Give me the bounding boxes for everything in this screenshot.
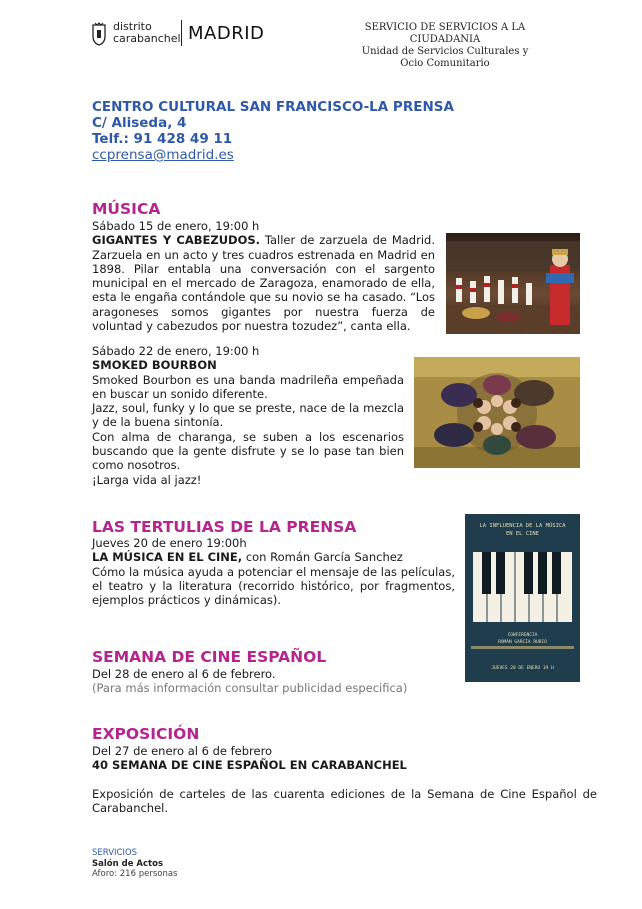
service-header [330,22,560,70]
event-dates: Del 28 de enero al 6 de febrero. [92,667,276,681]
footer-services [92,848,177,880]
band-photo [414,357,580,468]
logo-district [113,21,181,45]
section-heading-tertulias: LAS TERTULIAS DE LA PRENSA [92,518,357,536]
center-phone: Telf.: 91 428 49 11 [92,131,233,147]
event-smoked-bourbon [92,344,404,487]
logo-city: MADRID [188,23,265,44]
logo-line-carabanchel: carabanchel [113,32,181,45]
event-date: Jueves 20 de enero 19:00h [92,536,247,550]
poster-subtitle [465,632,580,646]
event-body: Zarzuela en un acto y tres cuadros estrenada en Madrid en 1898. Pilar entabla una conversación con el sargento municipal en el mercado de Zaragoza, enamorado de ella, esta le engaña contándole que su novio se ha casado. “Los aragoneses somos gigantes por nuestra fuerza de voluntad y cabezudos por nuestra tozudez”, canta ella. [92,247,435,334]
event-semana-cine [92,667,492,696]
madrid-crest-icon [92,22,106,46]
event-speaker: con Román García Sanchez [242,550,403,565]
poster-title [465,522,580,538]
event-date: Sábado 15 de enero, 19:00 h [92,219,260,233]
poster-title-line-1: LA INFLUENCIA DE LA MÚSICA [479,523,566,529]
service-line-3: Ocio Comunitario [400,58,490,69]
event-title: SMOKED BOURBON [92,358,217,373]
event-paragraph: Con alma de charanga, se suben a los escenarios buscando que la gente disfrute y se lo pase tan bien como nosotros. [92,429,404,473]
footer-capacity: Aforo: 216 personas [92,869,178,879]
center-email-link[interactable]: ccprensa@madrid.es [92,147,234,163]
zarzuela-photo [446,233,580,334]
event-dates: Del 27 de enero al 6 de febrero [92,744,273,758]
section-heading-musica: MÚSICA [92,200,161,218]
service-line-1: SERVICIO DE SERVICIOS A LA CIUDADANIA [364,22,526,45]
poster-subtitle-line-1: CONFERENCIA [507,633,538,638]
event-gigantes [92,219,435,333]
footer-services-label: SERVICIOS [92,848,138,858]
event-description [92,233,435,333]
poster-subtitle-line-2: ROMÁN GARCÍA RUBIO [498,640,547,645]
footer-venue: Salón de Actos [92,858,164,869]
logo-line-distrito: distrito [113,20,152,33]
center-info [92,99,454,163]
event-title: 40 SEMANA DE CINE ESPAÑOL EN CARABANCHEL [92,758,407,773]
event-exposicion [92,744,597,815]
section-heading-exposicion: EXPOSICIÓN [92,725,200,743]
center-address: C/ Aliseda, 4 [92,115,187,131]
event-note: (Para más información consultar publicidad especifica) [92,681,408,696]
event-subtitle: Taller de zarzuela de Madrid. [260,233,435,248]
spacer [92,773,597,787]
event-date: Sábado 22 de enero, 19:00 h [92,344,260,358]
conference-poster [465,514,580,682]
event-title: GIGANTES Y CABEZUDOS. [92,233,261,248]
event-title-line [92,550,455,564]
event-title: LA MÚSICA EN EL CINE, [92,550,243,565]
event-paragraph: Smoked Bourbon es una banda madrileña empeñada en buscar un sonido diferente. [92,372,404,401]
center-name: CENTRO CULTURAL SAN FRANCISCO-LA PRENSA [92,99,454,115]
section-heading-cine: SEMANA DE CINE ESPAÑOL [92,648,327,666]
event-paragraph: Jazz, soul, funky y lo que se preste, nace de la mezcla y de la buena sintonía. [92,401,404,430]
event-paragraph: ¡Larga vida al jazz! [92,472,202,487]
event-body: Cómo la música ayuda a potenciar el mensaje de las películas, el teatro y la literatura (recorrido histórico, por fragmentos, ejemplos prácticos y dinámicas). [92,564,455,608]
poster-title-line-2: EN EL CINE [505,531,540,537]
logo-divider [181,20,182,46]
service-line-2: Unidad de Servicios Culturales y [361,46,529,57]
event-musica-cine [92,536,455,607]
event-body: Exposición de carteles de las cuarenta ediciones de la Semana de Cine Español de Carabanchel. [92,786,597,815]
poster-date: JUEVES 20 DE ENERO 19 H [491,666,554,671]
